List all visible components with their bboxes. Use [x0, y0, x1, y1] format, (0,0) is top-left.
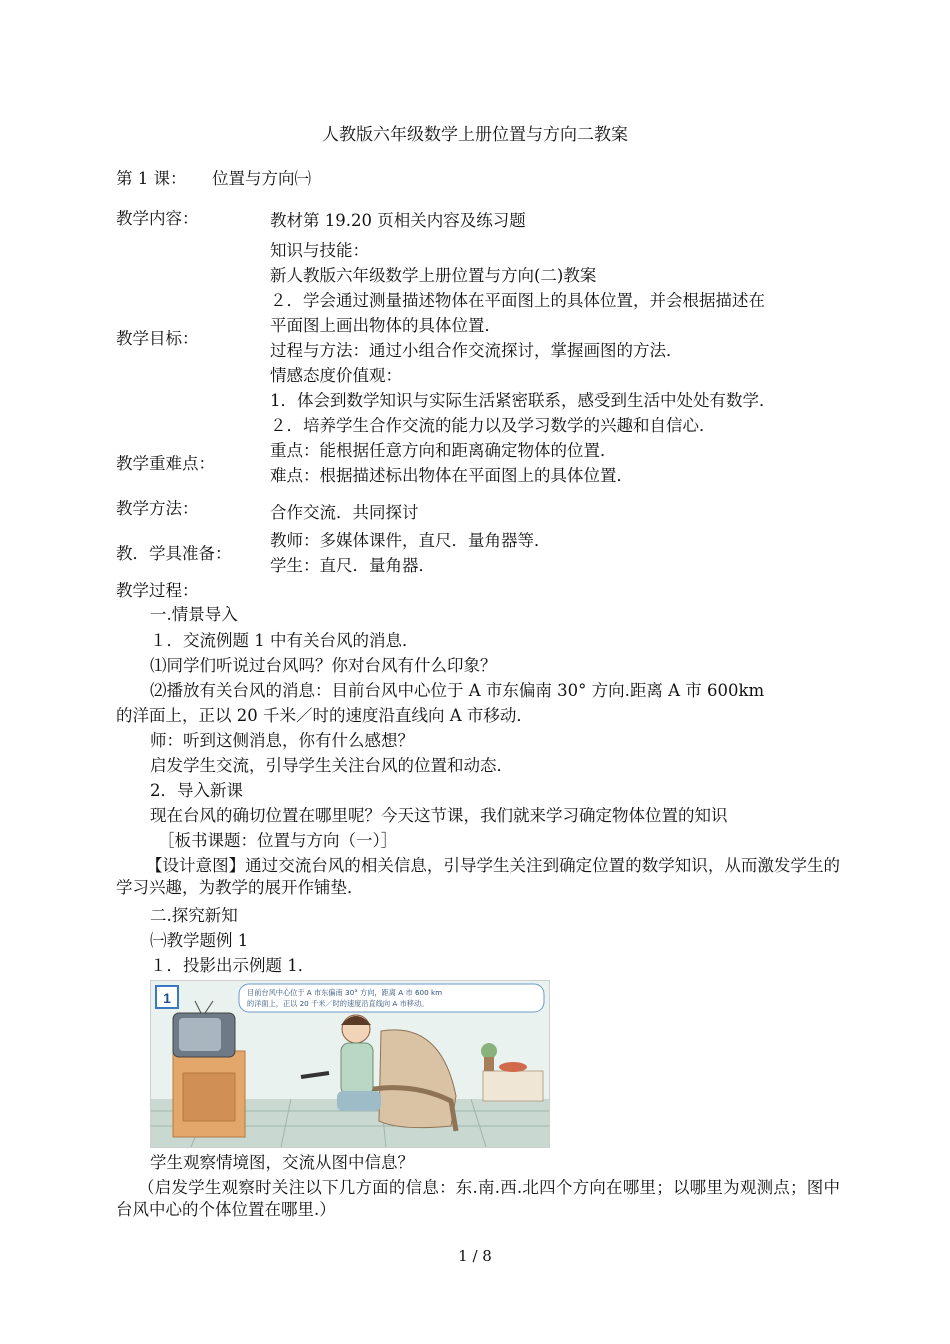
section-heading: 2．导入新课: [150, 781, 243, 800]
keypoint-line: 重点：能根据任意方向和距离确定物体的位置．: [270, 441, 617, 460]
paragraph: 师：听到这侧消息，你有什么感想？: [150, 731, 414, 750]
example-illustration: [150, 980, 550, 1148]
example-badge: 1: [163, 990, 171, 1006]
design-note: 【设计意图】通过交流台风的相关信息，引导学生关注到确定位置的数学知识，从而激发学生的学习兴趣，为教学的展开作铺垫．: [116, 856, 840, 897]
goal-line: 平面图上画出物体的具体位置．: [270, 316, 501, 335]
goal-line: 新人教版六年级数学上册位置与方向(二)教案: [270, 266, 597, 285]
goals-label: 教学目标：: [116, 329, 199, 348]
paragraph: ⑵播放有关台风的消息：目前台风中心位于 A 市东偏南 30° 方向.距离 A 市 600km: [150, 681, 765, 700]
paragraph: 现在台风的确切位置在哪里呢？今天这节课，我们就来学习确定物体位置的知识: [150, 806, 728, 825]
prep-label: 教．学具准备：: [116, 544, 232, 563]
living-room-scene: [151, 981, 549, 1147]
prep-line: 教师：多媒体课件，直尺．量角器等．: [270, 531, 551, 550]
goal-line: 1．体会到数学知识与实际生活紧密联系，感受到生活中处处有数学．: [270, 391, 776, 410]
process-label: 教学过程：: [116, 581, 199, 600]
bubble-text: 的洋面上，正以 20 千米／时的速度沿直线向 A 市移动。: [247, 999, 429, 1008]
goal-line: 情感态度价值观：: [270, 366, 402, 385]
bubble-text: 目前台风中心位于 A 市东偏南 30° 方向，距离 A 市 600 km: [247, 988, 443, 997]
document-title: 人教版六年级数学上册位置与方向二教案: [322, 125, 628, 145]
paragraph: １．交流例题 1 中有关台风的消息．: [150, 631, 419, 650]
board-title: ［板书课题：位置与方向（一）］: [158, 831, 398, 850]
content-label: 教学内容：: [116, 209, 199, 228]
method-label: 教学方法：: [116, 499, 199, 518]
paragraph: ⑴同学们听说过台风吗？你对台风有什么印象？: [150, 656, 497, 675]
method-text: 合作交流．共同探讨: [270, 503, 419, 522]
goal-line: ２．培养学生合作交流的能力以及学习数学的兴趣和自信心．: [270, 416, 716, 435]
paragraph: １．投影出示例题 1．: [150, 956, 315, 975]
goal-line: 过程与方法：通过小组合作交流探讨，掌握画图的方法．: [270, 341, 683, 360]
page-number: 1 / 8: [458, 1247, 492, 1265]
keypoints-label: 教学重难点：: [116, 454, 215, 473]
lesson-label: 第 1 课：: [116, 169, 187, 188]
subsection-heading: ㈠教学题例 1: [150, 931, 249, 950]
goal-line: ２．学会通过测量描述物体在平面图上的具体位置，并会根据描述在: [270, 291, 765, 310]
section-heading: 一.情景导入: [150, 605, 238, 624]
prep-line: 学生：直尺．量角器．: [270, 556, 435, 575]
lesson-name: 位置与方向㈠: [212, 169, 311, 188]
hint-note: （启发学生观察时关注以下几方面的信息：东.南.西.北四个方向在哪里；以哪里为观测点；图中台风中心的个体位置在哪里.）: [116, 1178, 840, 1219]
paragraph: 的洋面上，正以 20 千米／时的速度沿直线向 A 市移动．: [116, 706, 533, 725]
section-heading: 二.探究新知: [150, 906, 238, 925]
paragraph: 启发学生交流，引导学生关注台风的位置和动态．: [150, 756, 513, 775]
goal-line: 知识与技能：: [270, 241, 369, 260]
keypoint-line: 难点：根据描述标出物体在平面图上的具体位置．: [270, 466, 633, 485]
content-text: 教材第 19.20 页相关内容及练习题: [270, 211, 526, 230]
paragraph: 学生观察情境图，交流从图中信息？: [150, 1153, 414, 1172]
